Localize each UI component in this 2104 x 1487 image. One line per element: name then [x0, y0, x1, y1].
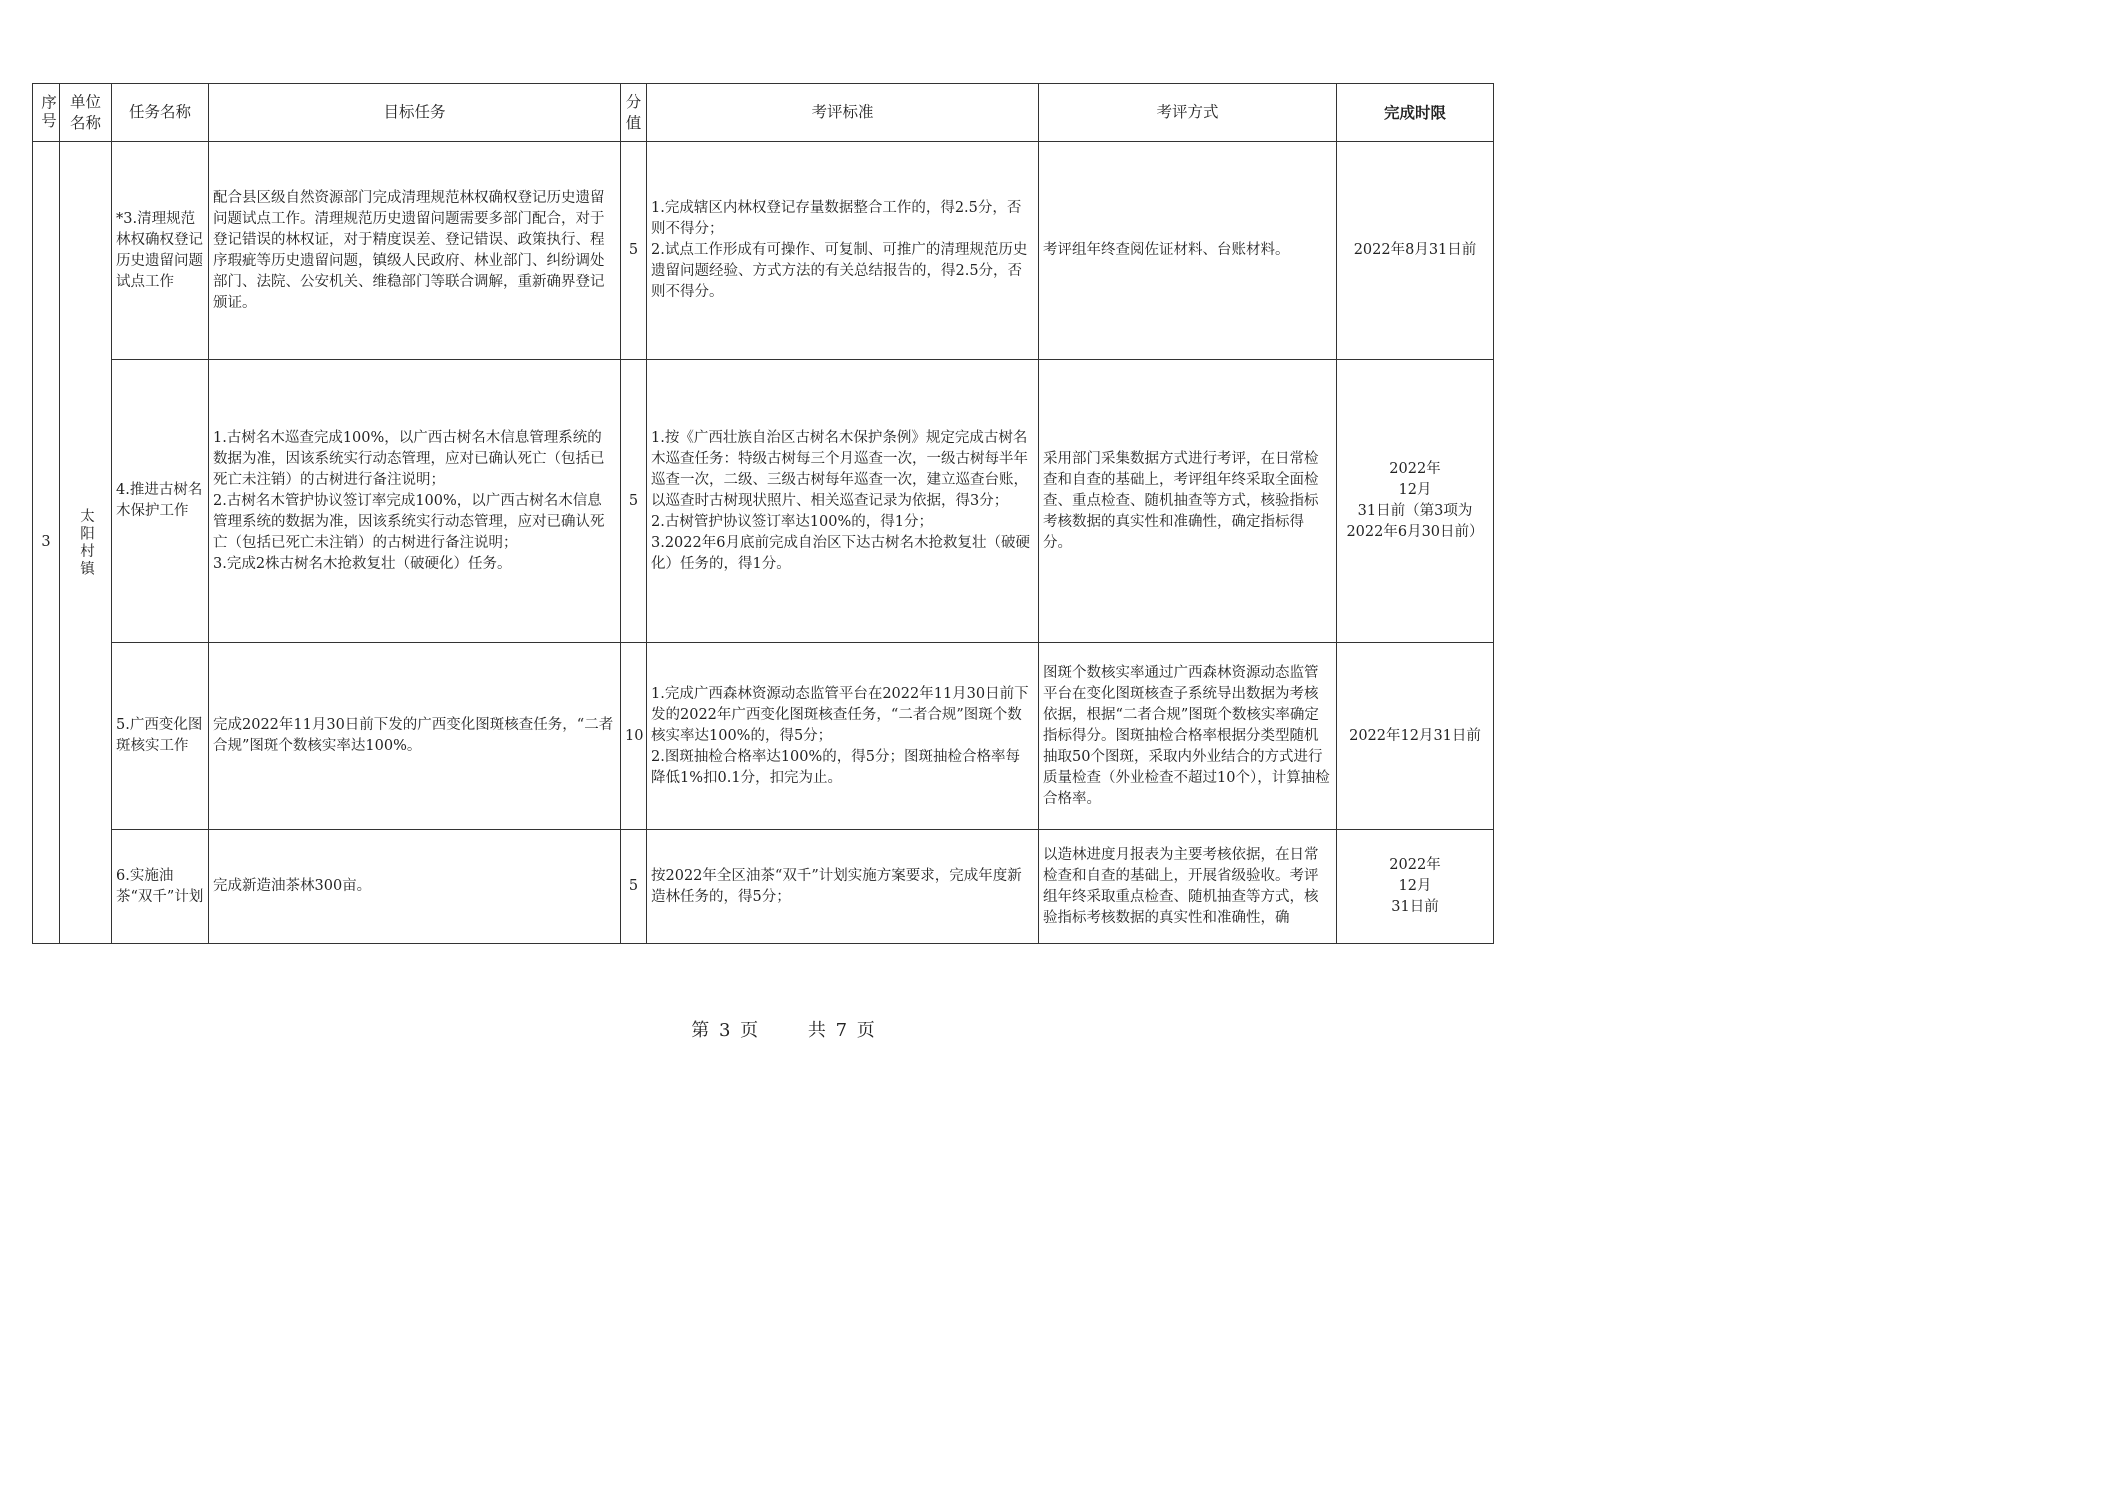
page-total: 共 7 页: [807, 1020, 877, 1041]
cell-target: 1.古树名木巡查完成100%，以广西古树名木信息管理系统的数据为准，因该系统实行动态管理，应对已确认死亡（包括已死亡未注销）的古树进行备注说明； 2.古树名木管护协议签订率完成100%，以广西古树名木信息管理系统的数据为准，因该系统实行动态管理，应对已确认死亡（包括已死亡未注销）的古树进行备注说明； 3.完成2株古树名木抢救复壮（破硬化）任务。: [209, 360, 621, 643]
cell-task-name: 6.实施油茶“双千”计划: [112, 830, 209, 944]
cell-score: 5: [621, 142, 647, 360]
header-unit: 单位名称: [60, 84, 112, 142]
cell-task-name: 5.广西变化图斑核实工作: [112, 643, 209, 830]
header-seq: 序号: [33, 84, 60, 142]
cell-deadline: 2022年 12月 31日前（第3项为2022年6月30日前）: [1337, 360, 1494, 643]
cell-method: 以造林进度月报表为主要考核依据，在日常检查和自查的基础上，开展省级验收。考评组年终采取重点检查、随机抽查等方式，核验指标考核数据的真实性和准确性，确: [1039, 830, 1337, 944]
cell-method: 考评组年终查阅佐证材料、台账材料。: [1039, 142, 1337, 360]
header-task-name: 任务名称: [112, 84, 209, 142]
header-deadline: 完成时限: [1337, 84, 1494, 142]
cell-target: 配合县区级自然资源部门完成清理规范林权确权登记历史遗留问题试点工作。清理规范历史遗留问题需要多部门配合，对于登记错误的林权证，对于精度误差、登记错误、政策执行、程序瑕疵等历史遗留问题，镇级人民政府、林业部门、纠纷调处部门、法院、公安机关、维稳部门等联合调解，重新确界登记颁证。: [209, 142, 621, 360]
cell-criteria: 按2022年全区油茶“双千”计划实施方案要求，完成年度新造林任务的，得5分；: [647, 830, 1039, 944]
cell-score: 10: [621, 643, 647, 830]
cell-deadline: 2022年12月31日前: [1337, 643, 1494, 830]
table-row: [33, 643, 1494, 830]
header-score: 分值: [621, 84, 647, 142]
header-target: 目标任务: [209, 84, 621, 142]
cell-method: 图斑个数核实率通过广西森林资源动态监管平台在变化图斑核查子系统导出数据为考核依据，根据“二者合规”图斑个数核实率确定指标得分。图斑抽检合格率根据分类型随机抽取50个图斑，采取内外业结合的方式进行质量检查（外业检查不超过10个），计算抽检合格率。: [1039, 643, 1337, 830]
cell-target: 完成2022年11月30日前下发的广西变化图斑核查任务，“二者合规”图斑个数核实率达100%。: [209, 643, 621, 830]
cell-criteria: 1.完成辖区内林权登记存量数据整合工作的，得2.5分，否则不得分； 2.试点工作形成有可操作、可复制、可推广的清理规范历史遗留问题经验、方式方法的有关总结报告的，得2.5分，否则不得分。: [647, 142, 1039, 360]
table-row: [33, 830, 1494, 944]
page-footer: [0, 1016, 1568, 1042]
table-header-row: [33, 84, 1494, 142]
cell-task-name: 4.推进古树名木保护工作: [112, 360, 209, 643]
cell-criteria: 1.按《广西壮族自治区古树名木保护条例》规定完成古树名木巡查任务：特级古树每三个月巡查一次，一级古树每半年巡查一次，二级、三级古树每年巡查一次，建立巡查台账，以巡查时古树现状照片、相关巡查记录为依据，得3分； 2.古树管护协议签订率达100%的，得1分； 3.2022年6月底前完成自治区下达古树名木抢救复壮（破硬化）任务的，得1分。: [647, 360, 1039, 643]
cell-unit: 太阳村镇: [60, 142, 112, 944]
cell-deadline: 2022年8月31日前: [1337, 142, 1494, 360]
cell-score: 5: [621, 360, 647, 643]
cell-method: 采用部门采集数据方式进行考评，在日常检查和自查的基础上，考评组年终采取全面检查、重点检查、随机抽查等方式，核验指标考核数据的真实性和准确性，确定指标得分。: [1039, 360, 1337, 643]
table-row: [33, 360, 1494, 643]
header-method: 考评方式: [1039, 84, 1337, 142]
table-row: [33, 142, 1494, 360]
assessment-table: [32, 83, 1494, 944]
cell-seq: 3: [33, 142, 60, 944]
cell-score: 5: [621, 830, 647, 944]
page-number: 第 3 页: [691, 1020, 761, 1041]
cell-target: 完成新造油茶林300亩。: [209, 830, 621, 944]
cell-deadline: 2022年 12月 31日前: [1337, 830, 1494, 944]
cell-task-name: *3.清理规范林权确权登记历史遗留问题试点工作: [112, 142, 209, 360]
header-criteria: 考评标准: [647, 84, 1039, 142]
cell-criteria: 1.完成广西森林资源动态监管平台在2022年11月30日前下发的2022年广西变化图斑核查任务，“二者合规”图斑个数核实率达100%的，得5分； 2.图斑抽检合格率达100%的，得5分；图斑抽检合格率每降低1%扣0.1分，扣完为止。: [647, 643, 1039, 830]
